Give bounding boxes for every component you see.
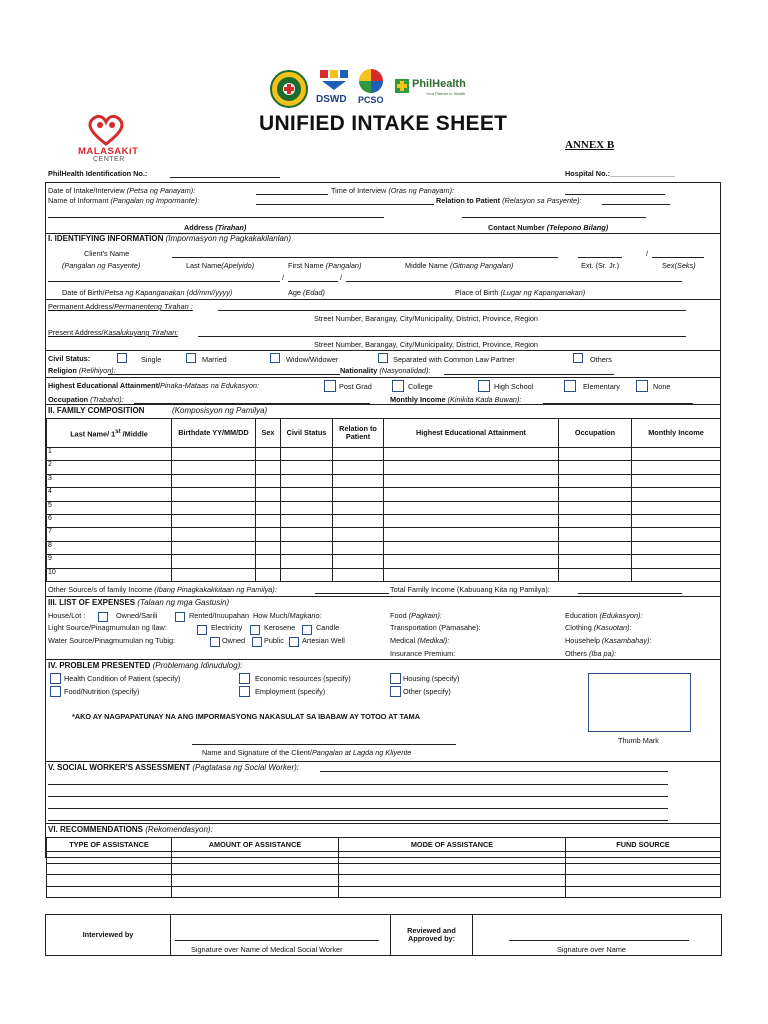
problem-food-checkbox[interactable] bbox=[50, 686, 61, 697]
intake-date-label: Date of Intake/Interview (Petsa ng Panayam): bbox=[48, 186, 196, 195]
light-electricity-label: Electricity bbox=[211, 623, 243, 632]
column-header: FUND SOURCE bbox=[566, 838, 721, 852]
column-header: Occupation bbox=[559, 419, 632, 448]
family-cell[interactable] bbox=[559, 488, 632, 501]
family-cell[interactable] bbox=[256, 541, 281, 554]
family-row-number[interactable]: 9 bbox=[47, 555, 172, 568]
recommendation-cell[interactable] bbox=[339, 863, 566, 875]
civil-married-checkbox[interactable] bbox=[186, 353, 196, 363]
recommendation-row[interactable] bbox=[47, 886, 721, 898]
divider bbox=[45, 404, 721, 405]
problem-housing-label: Housing (specify) bbox=[403, 674, 460, 683]
family-cell[interactable] bbox=[281, 474, 333, 487]
problem-employment-checkbox[interactable] bbox=[239, 686, 250, 697]
interviewer-signature-caption: Signature over Name of Medical Social Worker bbox=[191, 945, 343, 954]
family-table-row[interactable] bbox=[47, 474, 721, 487]
reviewed-line-2: Approved by: bbox=[407, 934, 456, 943]
clothing-label: Clothing (Kasuotan): bbox=[565, 623, 632, 632]
recommendation-cell[interactable] bbox=[172, 852, 339, 864]
family-cell[interactable] bbox=[172, 501, 256, 514]
family-row-number[interactable]: 7 bbox=[47, 528, 172, 541]
section4-title: IV. PROBLEM PRESENTED (Problemang Idinudulog): bbox=[48, 661, 243, 670]
civil-others-label: Others bbox=[590, 355, 612, 364]
recommendation-cell[interactable] bbox=[172, 863, 339, 875]
civil-single-label: Single bbox=[141, 355, 162, 364]
divider bbox=[45, 823, 721, 824]
light-source-label: Light Source/Pinagmumulan ng Ilaw: bbox=[48, 623, 167, 632]
reviewed-line-1: Reviewed and bbox=[407, 926, 456, 935]
declaration-text: *AKO AY NAGPAPATUNAY NA ANG IMPORMASYONG NAKASULAT SA IBABAW AY TOTOO AT TAMA bbox=[72, 712, 420, 721]
assessment-line-4[interactable] bbox=[48, 808, 668, 809]
dob-input[interactable] bbox=[48, 281, 280, 282]
approver-signature-cell[interactable] bbox=[473, 915, 722, 956]
family-row-number[interactable]: 3 bbox=[47, 474, 172, 487]
civil-married-label: Married bbox=[202, 355, 227, 364]
occupation-label: Occupation (Trabaho): bbox=[48, 395, 124, 404]
civil-separated-checkbox[interactable] bbox=[378, 353, 388, 363]
recommendation-cell[interactable] bbox=[566, 875, 721, 887]
intake-date-input[interactable] bbox=[256, 194, 328, 195]
family-cell[interactable] bbox=[333, 555, 384, 568]
edu-postgrad-checkbox[interactable] bbox=[324, 380, 336, 392]
client-signature-input[interactable] bbox=[192, 744, 456, 745]
present-address-input[interactable] bbox=[198, 336, 686, 337]
edu-postgrad-label: Post Grad bbox=[339, 382, 372, 391]
education-label: Highest Educational Attainment/Pinaka-Mataas na Edukasyon: bbox=[48, 381, 260, 390]
family-cell[interactable] bbox=[384, 541, 559, 554]
family-cell[interactable] bbox=[172, 448, 256, 461]
divider bbox=[45, 761, 721, 762]
annex-label: ANNEX B bbox=[565, 139, 615, 151]
malasakit-wordmark: MALASAKiT bbox=[78, 146, 139, 157]
family-cell[interactable] bbox=[172, 568, 256, 581]
divider bbox=[45, 350, 721, 351]
family-cell[interactable] bbox=[172, 514, 256, 527]
family-cell[interactable] bbox=[281, 541, 333, 554]
water-public-checkbox[interactable] bbox=[252, 637, 262, 647]
family-cell[interactable] bbox=[632, 488, 721, 501]
divider bbox=[45, 377, 721, 378]
other-source-input[interactable] bbox=[315, 593, 389, 594]
family-table-row[interactable] bbox=[47, 541, 721, 554]
family-table-header bbox=[47, 419, 721, 448]
civil-single-checkbox[interactable] bbox=[117, 353, 127, 363]
family-cell[interactable] bbox=[281, 448, 333, 461]
relation-label: Relation to Patient (Relasyon sa Pasyente): bbox=[436, 196, 582, 205]
section5-title: V. SOCIAL WORKER'S ASSESSMENT (Pagtatasa ng Social Worker): bbox=[48, 763, 300, 772]
recommendation-cell[interactable] bbox=[47, 886, 172, 898]
family-table-row[interactable] bbox=[47, 488, 721, 501]
present-address-label: Present Address/Kasalukuyang Tirahan: bbox=[48, 328, 179, 337]
how-much-label: How Much/Magkano: bbox=[253, 611, 322, 620]
family-table-row[interactable] bbox=[47, 514, 721, 527]
family-cell[interactable] bbox=[281, 528, 333, 541]
family-cell[interactable] bbox=[559, 448, 632, 461]
divider bbox=[45, 299, 721, 300]
insurance-label: Insurance Premium: bbox=[390, 649, 456, 658]
clients-name-label: Client's Name bbox=[84, 249, 130, 258]
problem-economic-checkbox[interactable] bbox=[239, 673, 250, 684]
family-cell[interactable] bbox=[281, 568, 333, 581]
family-table-row[interactable] bbox=[47, 555, 721, 568]
family-cell[interactable] bbox=[281, 555, 333, 568]
civil-status-label: Civil Status: bbox=[48, 354, 91, 363]
approver-signature-caption: Signature over Name bbox=[557, 945, 626, 954]
permanent-address-input[interactable] bbox=[218, 310, 686, 311]
philhealth-id-label: PhilHealth Identification No.: bbox=[48, 169, 148, 178]
interviewer-signature-line[interactable] bbox=[175, 940, 379, 941]
recommendation-cell[interactable] bbox=[566, 863, 721, 875]
family-cell[interactable] bbox=[559, 461, 632, 474]
section6-title: VI. RECOMMENDATIONS (Rekomendasyon): bbox=[48, 825, 213, 834]
malasakit-center: CENTER bbox=[93, 156, 125, 163]
recommendation-cell[interactable] bbox=[566, 886, 721, 898]
family-cell[interactable] bbox=[256, 488, 281, 501]
family-cell[interactable] bbox=[632, 514, 721, 527]
philhealth-id-input[interactable] bbox=[170, 177, 280, 178]
pcso-label: PCSO bbox=[358, 95, 384, 105]
family-cell[interactable] bbox=[281, 461, 333, 474]
edu-none-checkbox[interactable] bbox=[636, 380, 648, 392]
edu-elementary-label: Elementary bbox=[583, 382, 620, 391]
family-cell[interactable] bbox=[333, 488, 384, 501]
header-logos bbox=[270, 68, 490, 108]
clients-name-fil: (Pangalan ng Pasyente) bbox=[62, 261, 141, 270]
philhealth-label: PhilHealth bbox=[412, 78, 466, 90]
family-cell[interactable] bbox=[256, 514, 281, 527]
intake-time-input[interactable] bbox=[565, 194, 665, 195]
family-composition-table bbox=[46, 418, 721, 582]
religion-input[interactable] bbox=[108, 374, 340, 375]
column-header: Relation to Patient bbox=[333, 419, 384, 448]
reviewed-by-label bbox=[391, 915, 473, 956]
nationality-input[interactable] bbox=[444, 374, 614, 375]
family-row-number[interactable]: 2 bbox=[47, 461, 172, 474]
house-lot-label: House/Lot : bbox=[48, 611, 86, 620]
column-header: AMOUNT OF ASSISTANCE bbox=[172, 838, 339, 852]
family-cell[interactable] bbox=[559, 474, 632, 487]
family-cell[interactable] bbox=[632, 501, 721, 514]
problem-economic-label: Economic resources (specify) bbox=[255, 674, 351, 683]
edu-none-label: None bbox=[653, 382, 671, 391]
civil-separated-label: Separated with Common Law Partner bbox=[393, 355, 515, 364]
family-cell[interactable] bbox=[333, 448, 384, 461]
recommendation-cell[interactable] bbox=[339, 875, 566, 887]
family-table-row[interactable] bbox=[47, 528, 721, 541]
family-cell[interactable] bbox=[256, 448, 281, 461]
section1-title: I. IDENTIFYING INFORMATION (Impormasyon ng Pagkakakilanlan) bbox=[48, 234, 292, 243]
family-row-number[interactable]: 10 bbox=[47, 568, 172, 581]
assessment-line-1[interactable] bbox=[320, 771, 668, 772]
family-cell[interactable] bbox=[384, 514, 559, 527]
family-row-number[interactable]: 6 bbox=[47, 514, 172, 527]
section3-title: III. LIST OF EXPENSES (Talaan ng mga Gastusin) bbox=[48, 598, 230, 607]
interviewer-signature-cell[interactable] bbox=[171, 915, 391, 956]
column-header: Sex bbox=[256, 419, 281, 448]
family-cell[interactable] bbox=[632, 474, 721, 487]
column-header: Highest Educational Attainment bbox=[384, 419, 559, 448]
edu-highschool-checkbox[interactable] bbox=[478, 380, 490, 392]
family-cell[interactable] bbox=[281, 488, 333, 501]
divider bbox=[45, 659, 721, 660]
permanent-address-label: Permanent Address/Permanenteng Tirahan : bbox=[48, 302, 193, 311]
family-cell[interactable] bbox=[281, 514, 333, 527]
problem-other-label: Other (specify) bbox=[403, 687, 451, 696]
column-header: Last Name/ 1st /Middle bbox=[47, 419, 172, 448]
family-cell[interactable] bbox=[632, 568, 721, 581]
house-owned-checkbox[interactable] bbox=[98, 612, 108, 622]
last-name-label: Last Name(Apelyido) bbox=[186, 261, 255, 270]
family-table-row[interactable] bbox=[47, 501, 721, 514]
assessment-line-5[interactable] bbox=[48, 820, 668, 821]
family-table-row[interactable] bbox=[47, 461, 721, 474]
dswd-label: DSWD bbox=[316, 94, 347, 105]
informant-input[interactable] bbox=[256, 204, 434, 205]
family-cell[interactable] bbox=[333, 461, 384, 474]
family-row-number[interactable]: 5 bbox=[47, 501, 172, 514]
philhealth-tagline: Your Partner in Health bbox=[426, 91, 466, 96]
section2-title-fil: (Komposisyon ng Pamilya) bbox=[172, 406, 268, 415]
family-cell[interactable] bbox=[384, 474, 559, 487]
permanent-street-hint: Street Number, Barangay, City/Municipality, District, Province, Region bbox=[314, 314, 538, 323]
problem-food-label: Food/Nutrition (specify) bbox=[64, 687, 140, 696]
family-cell[interactable] bbox=[559, 514, 632, 527]
family-cell[interactable] bbox=[559, 555, 632, 568]
age-input[interactable] bbox=[288, 281, 338, 282]
family-cell[interactable] bbox=[333, 514, 384, 527]
water-public-label: Public bbox=[264, 636, 284, 645]
house-rented-label: Rented/Inuupahan bbox=[189, 611, 250, 620]
family-cell[interactable] bbox=[172, 555, 256, 568]
pob-label: Place of Birth (Lugar ng Kapanganakan) bbox=[455, 288, 586, 297]
family-cell[interactable] bbox=[256, 461, 281, 474]
assessment-line-3[interactable] bbox=[48, 796, 668, 797]
sex-label: Sex(Seks) bbox=[662, 261, 696, 270]
recommendation-cell[interactable] bbox=[566, 852, 721, 864]
light-candle-checkbox[interactable] bbox=[302, 625, 312, 635]
family-cell[interactable] bbox=[256, 528, 281, 541]
family-cell[interactable] bbox=[281, 501, 333, 514]
light-candle-label: Candle bbox=[316, 623, 340, 632]
water-source-label: Water Source/Pinagmumulan ng Tubig: bbox=[48, 636, 176, 645]
family-cell[interactable] bbox=[333, 528, 384, 541]
house-rented-checkbox[interactable] bbox=[175, 612, 185, 622]
column-header: Monthly Income bbox=[632, 419, 721, 448]
light-kerosene-checkbox[interactable] bbox=[250, 625, 260, 635]
family-cell[interactable] bbox=[384, 488, 559, 501]
thumb-mark-box[interactable] bbox=[588, 673, 691, 732]
family-cell[interactable] bbox=[632, 448, 721, 461]
slash: / bbox=[646, 249, 649, 258]
interviewed-by-label: Interviewed by bbox=[46, 915, 171, 956]
medical-label: Medical (Medikal): bbox=[390, 636, 450, 645]
family-row-number[interactable]: 1 bbox=[47, 448, 172, 461]
income-label: Monthly Income (Kinikita Kada Buwan): bbox=[390, 395, 522, 404]
pob-input[interactable] bbox=[346, 281, 682, 282]
family-row-number[interactable]: 4 bbox=[47, 488, 172, 501]
edu-college-checkbox[interactable] bbox=[392, 380, 404, 392]
thumb-mark-label: Thumb Mark bbox=[618, 736, 659, 745]
family-cell[interactable] bbox=[256, 501, 281, 514]
section2-title: II. FAMILY COMPOSITION bbox=[48, 406, 145, 415]
signature-table bbox=[45, 914, 722, 956]
edu-elementary-checkbox[interactable] bbox=[564, 380, 576, 392]
age-label: Age (Edad) bbox=[288, 288, 325, 297]
recommendations-table bbox=[46, 837, 721, 898]
househelp-label: Househelp (Kasambahay): bbox=[565, 636, 652, 645]
informant-label: Name of Informant (Pangalan ng Impormante): bbox=[48, 196, 200, 205]
water-owned-checkbox[interactable] bbox=[210, 637, 220, 647]
family-table-row[interactable] bbox=[47, 568, 721, 581]
problem-health-checkbox[interactable] bbox=[50, 673, 61, 684]
transport-label: Transportation (Pamasahe): bbox=[390, 623, 481, 632]
approver-signature-line[interactable] bbox=[509, 940, 689, 941]
family-row-number[interactable]: 8 bbox=[47, 541, 172, 554]
first-name-label: First Name (Pangalan) bbox=[288, 261, 362, 270]
family-cell[interactable] bbox=[559, 501, 632, 514]
ext-label: Ext. (Sr. Jr.) bbox=[581, 261, 620, 270]
family-cell[interactable] bbox=[632, 541, 721, 554]
food-label: Food (Pagkain): bbox=[390, 611, 442, 620]
edu-highschool-label: High School bbox=[494, 382, 534, 391]
family-cell[interactable] bbox=[632, 528, 721, 541]
family-cell[interactable] bbox=[384, 555, 559, 568]
water-artesian-checkbox[interactable] bbox=[289, 637, 299, 647]
clients-name-input[interactable] bbox=[172, 257, 558, 258]
recommendations-header bbox=[47, 838, 721, 852]
other-source-label: Other Source/s of family Income (Ibang Pinagkakakkitaan ng Pamilya): bbox=[48, 585, 277, 594]
others-expense-label: Others (Iba pa): bbox=[565, 649, 617, 658]
family-cell[interactable] bbox=[632, 555, 721, 568]
family-cell[interactable] bbox=[172, 474, 256, 487]
family-cell[interactable] bbox=[333, 568, 384, 581]
recommendation-cell[interactable] bbox=[47, 863, 172, 875]
family-cell[interactable] bbox=[333, 541, 384, 554]
family-cell[interactable] bbox=[256, 568, 281, 581]
light-electricity-checkbox[interactable] bbox=[197, 625, 207, 635]
column-header: Birthdate YY/MM/DD bbox=[172, 419, 256, 448]
column-header: MODE OF ASSISTANCE bbox=[339, 838, 566, 852]
edu-college-label: College bbox=[408, 382, 433, 391]
family-cell[interactable] bbox=[559, 568, 632, 581]
sex-input[interactable] bbox=[652, 257, 704, 258]
water-artesian-label: Artesian Well bbox=[302, 636, 345, 645]
recommendation-row[interactable] bbox=[47, 852, 721, 864]
relation-input[interactable] bbox=[602, 204, 670, 205]
slash: / bbox=[282, 273, 285, 282]
civil-others-checkbox[interactable] bbox=[573, 353, 583, 363]
client-signature-label: Name and Signature of the Client/Pangalan at Lagda ng Kliyente bbox=[202, 748, 412, 757]
recommendation-cell[interactable] bbox=[172, 886, 339, 898]
recommendation-row[interactable] bbox=[47, 863, 721, 875]
hospital-no-label[interactable]: Hospital No.:________________ bbox=[565, 169, 675, 178]
recommendation-cell[interactable] bbox=[47, 852, 172, 864]
family-cell[interactable] bbox=[256, 474, 281, 487]
address-label: Address (Tirahan) bbox=[184, 223, 247, 232]
philhealth-logo-icon bbox=[394, 78, 410, 94]
light-kerosene-label: Kerosene bbox=[264, 623, 296, 632]
middle-name-label: Middle Name (Gitnang Pangalan) bbox=[405, 261, 514, 270]
family-table-row[interactable] bbox=[47, 448, 721, 461]
family-cell[interactable] bbox=[384, 568, 559, 581]
assessment-line-2[interactable] bbox=[48, 784, 668, 785]
divider bbox=[45, 596, 721, 597]
total-income-input[interactable] bbox=[578, 593, 682, 594]
family-cell[interactable] bbox=[172, 461, 256, 474]
family-cell[interactable] bbox=[559, 541, 632, 554]
education-expense-label: Education (Edukasyon): bbox=[565, 611, 643, 620]
family-cell[interactable] bbox=[256, 555, 281, 568]
page-title: UNIFIED INTAKE SHEET bbox=[259, 112, 508, 135]
water-owned-label: Owned bbox=[222, 636, 246, 645]
family-cell[interactable] bbox=[384, 461, 559, 474]
intake-time-label: Time of Interview (Oras ng Panayam): bbox=[331, 186, 455, 195]
pcso-logo-icon bbox=[356, 68, 386, 96]
problem-health-label: Health Condition of Patient (specify) bbox=[64, 674, 181, 683]
recommendation-cell[interactable] bbox=[339, 852, 566, 864]
problem-housing-checkbox[interactable] bbox=[390, 673, 401, 684]
present-street-hint: Street Number, Barangay, City/Municipality, District, Province, Region bbox=[314, 340, 538, 349]
family-cell[interactable] bbox=[559, 528, 632, 541]
house-owned-label: Owned/Sarili bbox=[116, 611, 158, 620]
civil-widow-checkbox[interactable] bbox=[270, 353, 280, 363]
slash: / bbox=[340, 273, 343, 282]
ext-input[interactable] bbox=[578, 257, 622, 258]
family-cell[interactable] bbox=[632, 461, 721, 474]
address-input[interactable] bbox=[48, 217, 384, 218]
civil-widow-label: Widow/Widower bbox=[286, 355, 339, 364]
family-cell[interactable] bbox=[384, 501, 559, 514]
column-header: TYPE OF ASSISTANCE bbox=[47, 838, 172, 852]
religion-label: Religion (Relihiyon): bbox=[48, 366, 116, 375]
problem-employment-label: Employment (specify) bbox=[255, 687, 326, 696]
dob-label: Date of Birth/Petsa ng Kapanganakan (dd/mm//yyyy) bbox=[62, 288, 233, 297]
recommendation-cell[interactable] bbox=[339, 886, 566, 898]
family-cell[interactable] bbox=[384, 528, 559, 541]
family-cell[interactable] bbox=[384, 448, 559, 461]
problem-other-checkbox[interactable] bbox=[390, 686, 401, 697]
column-header: Civil Status bbox=[281, 419, 333, 448]
contact-input[interactable] bbox=[462, 217, 646, 218]
doh-seal-icon bbox=[270, 70, 308, 108]
recommendation-row[interactable] bbox=[47, 875, 721, 887]
recommendation-cell[interactable] bbox=[172, 875, 339, 887]
family-cell[interactable] bbox=[172, 528, 256, 541]
recommendation-cell[interactable] bbox=[47, 875, 172, 887]
family-cell[interactable] bbox=[333, 474, 384, 487]
malasakit-heart-icon bbox=[84, 114, 128, 146]
family-cell[interactable] bbox=[333, 501, 384, 514]
family-cell[interactable] bbox=[172, 488, 256, 501]
nationality-label: Nationality (Nasyonalidad): bbox=[340, 366, 431, 375]
total-income-label: Total Family Income (Kabuuang Kita ng Pamilya): bbox=[390, 585, 550, 594]
contact-label: Contact Number (Telepono Bilang) bbox=[488, 223, 609, 232]
family-cell[interactable] bbox=[172, 541, 256, 554]
